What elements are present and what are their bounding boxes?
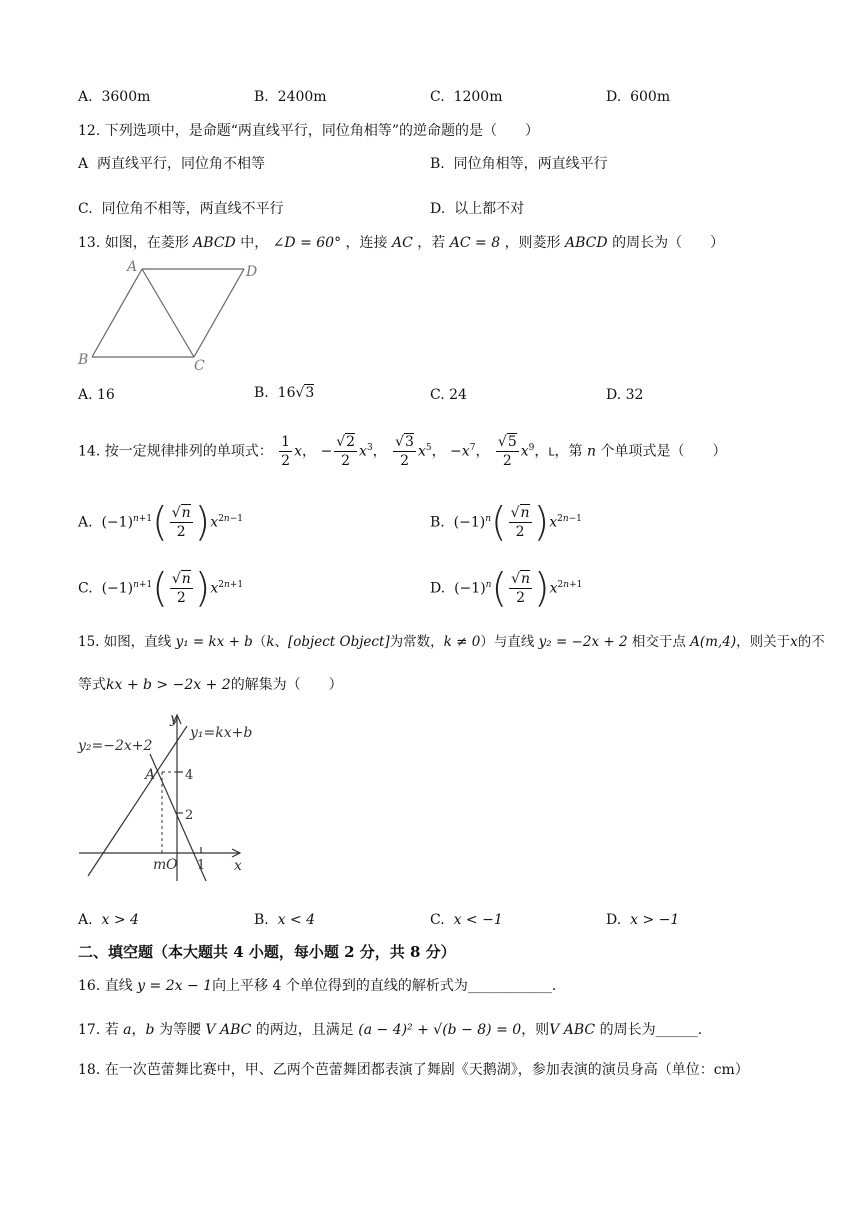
option-letter: C. <box>430 89 445 105</box>
option-text: 2400m <box>277 89 327 105</box>
q12-option-a <box>78 154 265 174</box>
stem-text: . <box>697 1022 703 1038</box>
point-a-label: A <box>145 767 156 783</box>
stem-text: ，则菱形 <box>504 235 561 251</box>
option-letter: D. <box>606 912 622 928</box>
stem-text: 的两边，且满足 <box>255 1022 354 1038</box>
q13-option-b <box>254 383 314 403</box>
stem-text: 14. 按一定规律排列的单项式： <box>78 443 273 460</box>
term-2-fraction: $\frac{√2}{2}$ <box>336 434 356 470</box>
stem-text: ）与直线 <box>480 634 535 650</box>
math-expr: AC = 8 <box>449 235 501 251</box>
stem-text: . <box>551 978 557 994</box>
math-expr: V ABC <box>205 1022 252 1038</box>
option-text: 32 <box>625 387 644 403</box>
option-letter: B. <box>254 89 269 105</box>
option-letter: B. <box>430 514 445 531</box>
option-letter: D. <box>430 580 446 597</box>
q13-option-c <box>430 385 467 405</box>
ellipsis-glyph: L <box>548 445 555 459</box>
option-letter: D. <box>606 89 622 105</box>
option-letter: C. <box>78 201 93 217</box>
linear-functions-graph <box>74 706 274 886</box>
option-text: 3600m <box>101 89 151 105</box>
q13-option-d <box>606 385 643 405</box>
q14-option-c: C. $(-1)^{n+1}$( $\frac{√n}{2}$ )$x^{2n+1}$ <box>78 565 244 612</box>
origin-label: O <box>166 857 178 873</box>
stem-text: 的解集为（ ） <box>230 677 343 693</box>
stem-text: 的不 <box>797 634 825 650</box>
option-text: 16 <box>97 387 115 403</box>
math-expr: V ABC <box>549 1022 596 1038</box>
stem-text: 个单项式是（ ） <box>600 443 727 460</box>
q12-option-c <box>78 199 284 219</box>
q15-option-a <box>78 910 139 930</box>
option-letter: B. <box>430 156 445 172</box>
line-y1-label: y₁=kx+b <box>190 725 253 741</box>
stem-text: 15. 如图，直线 <box>78 634 172 650</box>
vertex-label-a: A <box>127 259 138 275</box>
stem-text: 向上平移 4 个单位得到的直线的解析式为 <box>212 978 468 994</box>
option-letter: C. <box>430 387 445 403</box>
option-letter: A. <box>78 514 93 531</box>
option-letter: A. <box>78 912 93 928</box>
option-text: x < −1 <box>453 912 503 928</box>
math-var: ABCD <box>193 235 236 251</box>
q17-stem <box>78 1020 702 1040</box>
option-letter: A. <box>78 387 93 403</box>
tick-label-1: 1 <box>197 858 206 873</box>
math-expr: ∠D = 60° <box>272 235 342 251</box>
vertex-label-d: D <box>246 264 258 280</box>
q14-stem: 14. 按一定规律排列的单项式： $\frac{1}{2}$ x， − $\frac{√2}{2}$ $x^3$， $\frac{√3}{2}$ $x^5$， $-x^7$， $\frac{√5}{2}$ $x^9$，L，第 n 个单项式是（ ） <box>78 434 727 470</box>
q11-option-a <box>78 87 150 107</box>
option-letter: D. <box>606 387 622 403</box>
q16-stem <box>78 976 556 996</box>
option-letter: D. <box>430 201 446 217</box>
tick-label-4: 4 <box>185 768 194 783</box>
option-text: 同位角不相等，两直线不平行 <box>101 201 284 217</box>
y-axis-label: y <box>170 711 178 727</box>
q13-stem <box>78 233 724 253</box>
x-axis-label: x <box>234 858 242 874</box>
option-text: 600m <box>630 89 671 105</box>
math-var: k <box>266 634 275 650</box>
stem-text: 等式 <box>78 677 106 693</box>
q13-option-a <box>78 385 115 405</box>
term-1-fraction: $\frac{1}{2}$ <box>281 434 291 470</box>
math-var: n <box>586 443 596 460</box>
q11-option-b <box>254 87 327 107</box>
option-letter: B. <box>254 385 269 401</box>
stem-text: 16. 直线 <box>78 978 133 994</box>
math-expr: (a − 4)² + √(b − 8) = 0 <box>358 1022 522 1038</box>
math-expr: y = 2x − 1 <box>137 978 213 994</box>
q14-option-d: D. $(-1)^n$( $\frac{√n}{2}$ )$x^{2n+1}$ <box>430 565 583 612</box>
option-text: 以上都不对 <box>454 201 525 217</box>
q15-option-b <box>254 910 315 930</box>
math-expr: A(m,4) <box>690 634 737 650</box>
stem-text: 、 <box>274 634 289 650</box>
math-var: b <box>145 1022 155 1038</box>
option-text: x > 4 <box>101 912 139 928</box>
stem-text: 相交于点 <box>631 634 686 650</box>
stem-text: ） <box>734 1062 749 1078</box>
math-var: a <box>123 1022 132 1038</box>
option-text: x > −1 <box>630 912 680 928</box>
answer-blank: ______ <box>655 1022 698 1038</box>
m-label: m <box>153 857 167 873</box>
stem-text: ，连接 <box>345 235 388 251</box>
option-text: 16 <box>277 385 296 401</box>
stem-text: ，若 <box>417 235 446 251</box>
option-text: 两直线平行，同位角不相等 <box>97 156 266 172</box>
q15-stem-line2 <box>78 675 343 695</box>
stem-text: 为等腰 <box>158 1022 201 1038</box>
stem-text: 13. 如图，在菱形 <box>78 235 189 251</box>
math-var: x <box>790 634 798 650</box>
vertex-label-b: B <box>78 352 89 368</box>
option-text: 24 <box>449 387 467 403</box>
stem-text: 17. 若 <box>78 1022 119 1038</box>
math-expr: k ≠ 0 <box>443 634 481 650</box>
math-expr: y₂ = −2x + 2 <box>538 634 628 650</box>
q12-stem: 12. 下列选项中，是命题“两直线平行，同位角相等”的逆命题的是（ ） <box>78 123 540 139</box>
math-expr: y₁ = kx + b <box>175 634 253 650</box>
option-text: 同位角相等，两直线平行 <box>453 156 608 172</box>
q11-option-d <box>606 87 670 107</box>
stem-text: （ <box>252 634 267 650</box>
q15-option-c <box>430 910 503 930</box>
section-heading-fill-in: 二、填空题（本大题共 4 小题，每小题 2 分，共 8 分） <box>78 943 456 961</box>
stem-text: 的周长为 <box>599 1022 656 1038</box>
vertex-label-c: C <box>194 358 205 374</box>
stem-text: ，则关于 <box>736 634 791 650</box>
q14-option-b: B. $(-1)^n$( $\frac{√n}{2}$ )$x^{2n-1}$ <box>430 499 582 546</box>
stem-text: 18. 在一次芭蕾舞比赛中，甲、乙两个芭蕾舞团都表演了舞剧《天鹅湖》，参加表演的演员身高（单位： <box>78 1062 714 1078</box>
math-var: [object Object] <box>288 634 390 650</box>
stem-text: ， <box>131 1022 146 1038</box>
option-text: 1200m <box>453 89 503 105</box>
option-letter: A. <box>78 89 93 105</box>
q11-option-c <box>430 87 502 107</box>
math-var: ABCD <box>565 235 608 251</box>
term-3-fraction: $\frac{√3}{2}$ <box>395 434 414 470</box>
stem-text: 的周长为（ ） <box>612 235 725 251</box>
unit-text: cm <box>713 1062 735 1078</box>
option-letter: B. <box>254 912 269 928</box>
q15-stem-line1 <box>78 632 825 652</box>
stem-text: 为常数， <box>389 634 444 650</box>
tick-label-2: 2 <box>185 808 194 823</box>
stem-text: ，第 <box>554 443 583 460</box>
q14-option-a: A. $(-1)^{n+1}$( $\frac{√n}{2}$ )$x^{2n-1}$ <box>78 499 243 546</box>
q18-stem <box>78 1060 749 1080</box>
radicand: 3 <box>305 385 315 401</box>
answer-blank: ____________ <box>467 978 552 994</box>
math-expr: kx + b > −2x + 2 <box>106 677 231 693</box>
q12-option-d <box>430 199 524 219</box>
sqrt-symbol: √ <box>295 385 305 401</box>
math-var: AC <box>392 235 413 251</box>
option-text: x < 4 <box>277 912 316 928</box>
q12-option-b <box>430 154 608 174</box>
option-letter: C. <box>430 912 445 928</box>
stem-text: 中， <box>240 235 269 251</box>
line-y2-label: y₂=−2x+2 <box>78 738 153 754</box>
option-letter: C. <box>78 580 93 597</box>
option-letter: A <box>78 156 89 172</box>
stem-text: ，则 <box>521 1022 550 1038</box>
rhombus-figure <box>74 258 274 378</box>
q15-option-d <box>606 910 679 930</box>
term-5-fraction: $\frac{√5}{2}$ <box>497 434 517 470</box>
